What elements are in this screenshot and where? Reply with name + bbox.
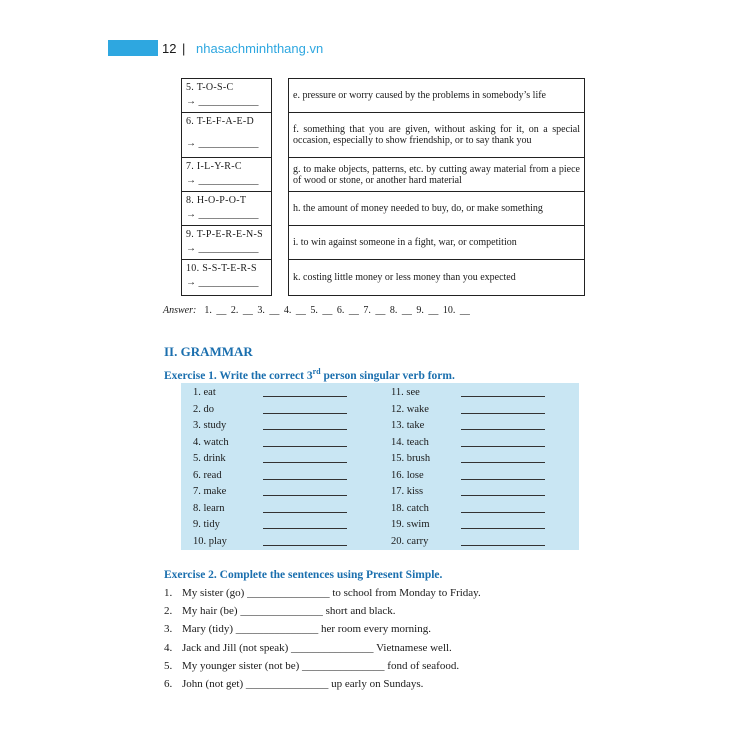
verb-blank[interactable] [461,402,545,414]
sentence-number: 3. [164,623,173,636]
site-name: nhasachminhthang.vn [196,41,324,56]
verb-blank[interactable] [263,385,347,397]
answer-line: → ____________ [186,277,259,288]
sentence-number: 5. [164,659,173,672]
verb-item: 14. teach [391,436,429,448]
answer-blanks: 1. __ 2. __ 3. __ 4. __ 5. __ 6. __ 7. __ 8. __ 9. __ 10. __ [204,305,470,316]
definition-text: e. pressure or worry caused by the problems in somebody’s life [293,90,546,101]
vocab-word-box [181,259,272,296]
scrambled-word: 7. I-L-Y-R-C [186,161,242,172]
vocab-words-column [181,78,272,296]
verb-column-1 [193,385,347,550]
answer-line-row [163,305,470,316]
vocab-word-box [181,78,272,112]
definition-text: f. something that you are given, without asking for it, on a special occasion, especially to show friendship, or to say thank you [293,124,580,146]
header-separator: | [182,41,186,56]
verb-row [193,468,347,485]
sentence-number: 4. [164,641,173,654]
verb-blank[interactable] [461,468,545,480]
verb-row [193,402,347,419]
definition-box [288,225,585,259]
sentence-item [164,620,481,638]
verb-blank[interactable] [461,451,545,463]
verb-item: 20. carry [391,535,429,547]
verb-blank[interactable] [461,484,545,496]
verb-blank[interactable] [263,484,347,496]
sentence-item [164,584,481,602]
verb-item: 12. wake [391,403,429,415]
sentence-text: Jack and Jill (not speak) _______________ Vietnamese well. [182,641,452,654]
definition-box [288,157,585,191]
verb-blank[interactable] [263,418,347,430]
verb-row [193,534,347,551]
verb-item: 1. eat [193,387,216,398]
definition-text: h. the amount of money needed to buy, do, or make something [293,203,543,214]
answer-line: → ____________ [186,138,259,149]
verb-item: 8. learn [193,502,225,514]
sentence-number: 1. [164,587,173,599]
exercise-1-title-sup: rd [312,367,321,376]
sentence-number: 6. [164,677,173,690]
page-number: 12 [162,41,177,56]
sentence-item [164,657,481,675]
sentence-number: 2. [164,605,173,618]
verb-row [193,501,347,518]
verb-item: 10. play [193,535,227,547]
exercise-1-title-post: person singular verb form. [320,369,455,382]
verb-row [193,517,347,534]
definition-box [288,112,585,157]
exercise-1-title-pre: Exercise 1. Write the correct 3 [164,369,313,382]
verb-item: 3. study [193,420,227,431]
sentence-text: My younger sister (not be) _______________ fond of seafood. [182,659,460,672]
sentence-item [164,639,481,657]
verb-blank[interactable] [263,468,347,480]
verb-item: 5. drink [193,453,226,464]
verb-item: 19. swim [391,519,430,530]
verb-row [391,501,545,518]
verb-row [391,418,545,435]
verb-blank[interactable] [461,435,545,447]
definition-box [288,259,585,296]
sentence-item [164,675,481,693]
verb-item: 2. do [193,403,214,415]
verb-item: 15. brush [391,453,431,464]
verb-row [391,435,545,452]
answer-line: → ____________ [186,175,259,186]
verb-blank[interactable] [461,534,545,546]
definition-text: g. to make objects, patterns, etc. by cutting away material from a piece of wood or stone, or another hard material [293,163,580,186]
sentence-list [164,584,481,693]
verb-blank[interactable] [263,451,347,463]
verb-blank[interactable] [263,517,347,529]
scrambled-word: 9. T-P-E-R-E-N-S [186,229,264,240]
header-color-bar [108,40,158,56]
verb-row [391,402,545,419]
sentence-text: Mary (tidy) _______________ her room every morning. [182,623,431,636]
verb-row [193,451,347,468]
vocab-word-box [181,157,272,191]
verb-row [391,484,545,501]
verb-row [391,534,545,551]
verb-column-2 [391,385,545,550]
sentence-text: My hair (be) _______________ short and black. [182,605,396,618]
definition-box [288,191,585,225]
section-title: II. GRAMMAR [164,344,253,359]
scrambled-word: 10. S-S-T-E-R-S [186,263,257,274]
sentence-text: John (not get) _______________ up early on Sundays. [182,677,424,690]
definition-text: i. to win against someone in a fight, war, or competition [293,237,517,248]
verb-row [193,418,347,435]
verb-blank[interactable] [263,402,347,414]
scrambled-word: 6. T-E-F-A-E-D [186,116,255,127]
verb-item: 7. make [193,486,227,497]
verb-blank[interactable] [263,501,347,513]
vocab-word-box [181,225,272,259]
verb-blank[interactable] [263,534,347,546]
answer-label: Answer: [163,305,197,316]
verb-blank[interactable] [263,435,347,447]
verb-blank[interactable] [461,517,545,529]
verb-row [391,468,545,485]
verb-row [391,517,545,534]
verb-item: 11. see [391,387,420,398]
verb-table [181,383,579,550]
exercise-2-title: Exercise 2. Complete the sentences using Present Simple. [164,569,443,581]
vocab-definitions-column [288,78,585,296]
verb-item: 6. read [193,469,222,481]
sentence-text: My sister (go) _______________ to school from Monday to Friday. [182,587,481,599]
verb-row [193,484,347,501]
verb-blank[interactable] [461,501,545,513]
sentence-item [164,602,481,620]
verb-item: 16. lose [391,469,424,481]
verb-item: 9. tidy [193,519,220,530]
verb-row [391,451,545,468]
vocab-word-box [181,191,272,225]
definition-text: k. costing little money or less money than you expected [293,272,516,283]
verb-blank[interactable] [461,385,545,397]
verb-blank[interactable] [461,418,545,430]
verb-row [193,385,347,402]
definition-box [288,78,585,112]
verb-item: 18. catch [391,502,429,514]
scrambled-word: 8. H-O-P-O-T [186,195,247,206]
scrambled-word: 5. T-O-S-C [186,82,234,93]
verb-row [391,385,545,402]
verb-item: 4. watch [193,436,229,448]
verb-item: 13. take [391,420,425,431]
answer-line: → ____________ [186,96,259,107]
exercise-1-title [164,367,455,382]
vocab-word-box [181,112,272,157]
answer-line: → ____________ [186,209,259,220]
verb-item: 17. kiss [391,486,424,497]
answer-line: → ____________ [186,243,259,254]
verb-row [193,435,347,452]
